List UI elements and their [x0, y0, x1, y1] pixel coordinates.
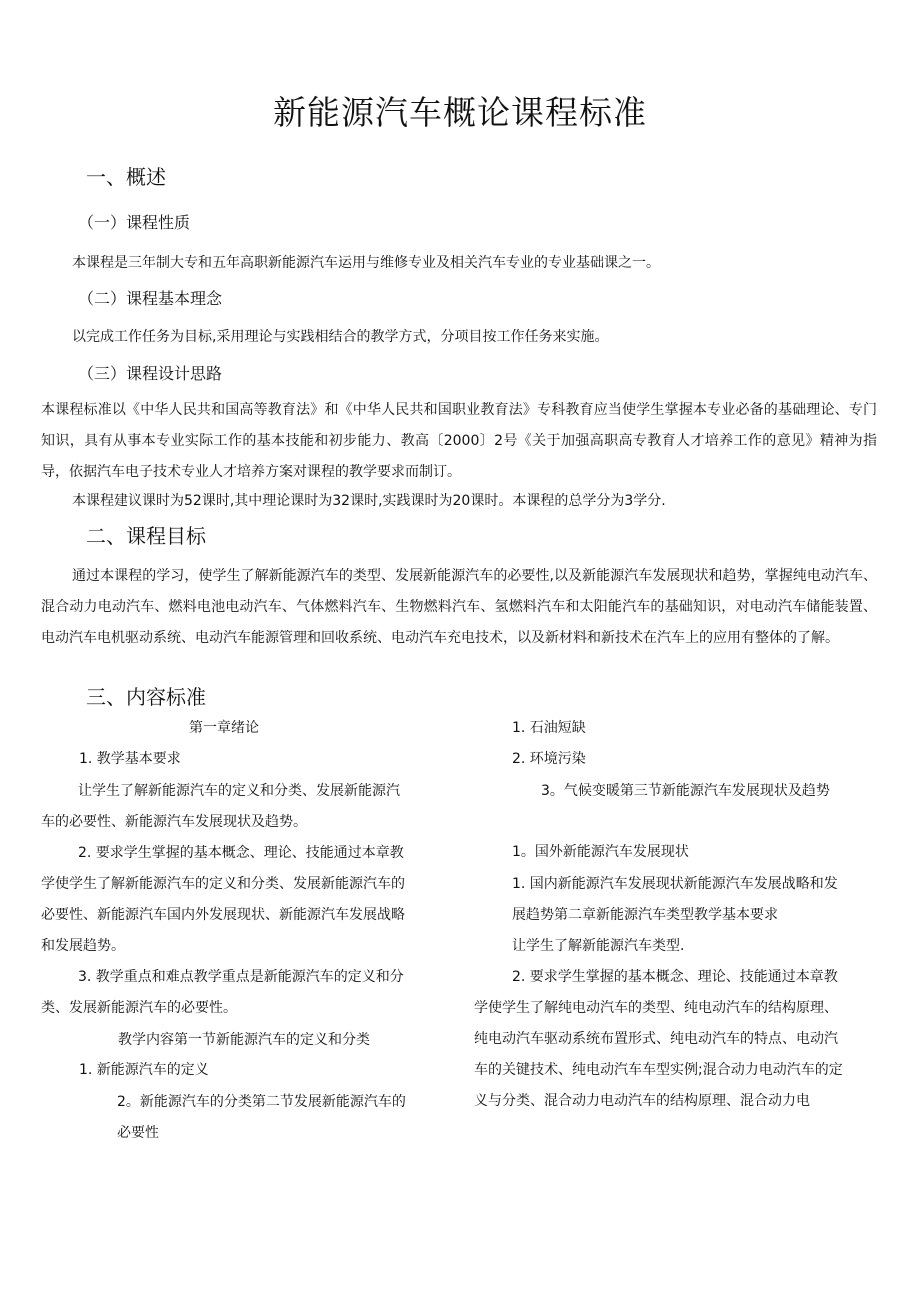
list-item: 2. 环境污染: [512, 751, 586, 767]
paragraph-domestic-development: 1. 国内新能源汽车发展现状新能源汽车发展战略和发展趋势第二章新能源汽车类型教学基本要求: [512, 876, 838, 923]
paragraph-basic-concepts: 2. 要求学生掌握的基本概念、理论、技能通过本章教学使学生了解新能源汽车的定义和分类、发展新能源汽车的必要性、新能源汽车国内外发展现状、新能源汽车发展战略和发展趋势。: [41, 845, 405, 954]
paragraph-course-philosophy: 以完成工作任务为目标,采用理论与实践相结合的教学方式，分项目按工作任务来实施。: [72, 329, 609, 345]
paragraph-course-hours: 本课程建议课时为52课时,其中理论课时为32课时,实践课时为20课时。本课程的总学分为3学分.: [72, 493, 666, 509]
chapter-one-title: 第一章绪论: [189, 720, 259, 736]
list-item: 2。新能源汽车的分类第二节发展新能源汽车的必要性: [117, 1094, 406, 1141]
paragraph-key-points: 3. 教学重点和难点教学重点是新能源汽车的定义和分类、发展新能源汽车的必要性。: [41, 969, 404, 1016]
paragraph-chapter-two-concepts: 2. 要求学生掌握的基本概念、理论、技能通过本章教学使学生了解纯电动汽车的类型、纯电动汽车的结构原理、纯电动汽车驱动系统布置形式、纯电动汽车的特点、电动汽车的关键技术、纯电动汽车车型实例;混合动力电动汽车的定义与分类、混合动力电动汽车的结构原理、混合动力电: [474, 969, 843, 1109]
section-heading-overview: 一、概述: [86, 165, 166, 189]
document-title: 新能源汽车概论课程标准: [273, 93, 647, 132]
list-item: 1. 石油短缺: [512, 720, 586, 736]
list-item: 1. 新能源汽车的定义: [79, 1062, 209, 1078]
list-item: 3。气候变暖第三节新能源汽车发展现状及趋势: [541, 783, 830, 799]
list-item: 1. 教学基本要求: [79, 751, 181, 767]
teaching-content-section-one: 教学内容第一节新能源汽车的定义和分类: [118, 1032, 370, 1048]
paragraph-objectives: 通过本课程的学习，使学生了解新能源汽车的类型、发展新能源汽车的必要性,以及新能源汽车发展现状和趋势，掌握纯电动汽车、混合动力电动汽车、燃料电池电动汽车、气体燃料汽车、生物燃料汽车、氢燃料汽车和太阳能汽车的基础知识，对电动汽车储能装置、电动汽车电机驱动系统、电动汽车能源管理和回收系统、电动汽车充电技术，以及新材料和新技术在汽车上的应用有整体的了解。: [41, 568, 877, 646]
paragraph-course-design: 本课程标准以《中华人民共和国高等教育法》和《中华人民共和国职业教育法》专科教育应当使学生掌握本专业必备的基础理论、专门知识，具有从事本专业实际工作的基本技能和初步能力、教高〔2000〕2号《关于加强高职高专教育人才培养工作的意见》精神为指导，依据汽车电子技术专业人才培养方案对课程的教学要求而制订。: [41, 402, 877, 480]
paragraph-basic-requirements: 让学生了解新能源汽车的定义和分类、发展新能源汽车的必要性、新能源汽车发展现状及趋势。: [41, 783, 400, 830]
section-heading-content-standard: 三、内容标准: [86, 685, 206, 709]
paragraph-course-nature: 本课程是三年制大专和五年高职新能源汽车运用与维修专业及相关汽车专业的专业基础课之一。: [72, 255, 660, 271]
subheading-course-design: （三）课程设计思路: [78, 364, 223, 383]
list-item: 让学生了解新能源汽车类型.: [512, 938, 685, 954]
subheading-course-nature: （一）课程性质: [78, 213, 191, 232]
section-heading-objectives: 二、课程目标: [86, 524, 206, 548]
list-item: 1。国外新能源汽车发展现状: [512, 844, 689, 860]
subheading-course-philosophy: （二）课程基本理念: [78, 289, 223, 308]
